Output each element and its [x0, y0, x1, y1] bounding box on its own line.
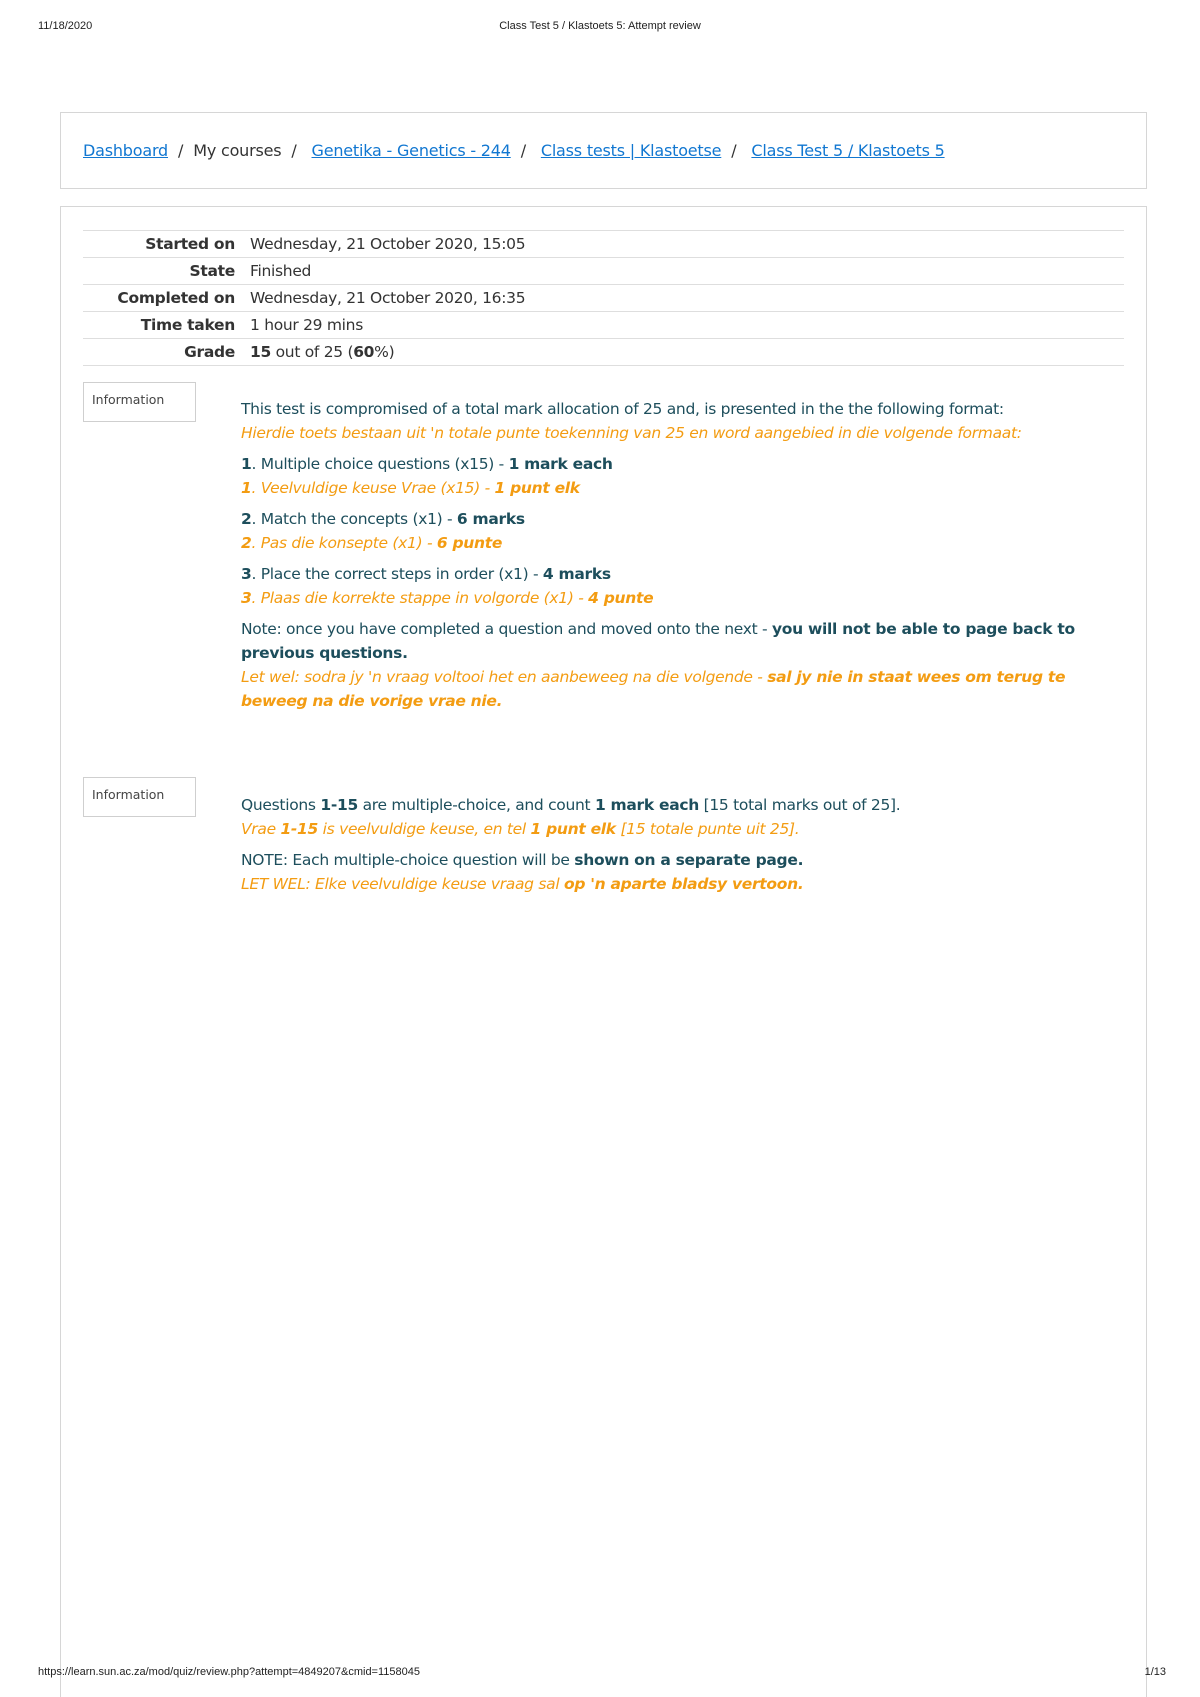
- print-date: 11/18/2020: [38, 20, 93, 32]
- information-content: [241, 793, 1121, 903]
- summary-row-state: [83, 258, 1124, 285]
- completed-on-label: Completed on: [117, 289, 235, 307]
- summary-row-completed: [83, 285, 1124, 312]
- summary-row-started: [83, 231, 1124, 258]
- attempt-summary-table: [83, 230, 1124, 366]
- note-text: NOTE: Each multiple-choice question will be: [241, 851, 575, 869]
- breadcrumb-separator: /: [520, 141, 526, 160]
- grade-end: %): [374, 343, 395, 361]
- item-marks: 1 punt elk: [494, 479, 580, 497]
- item-number: 1: [241, 479, 252, 497]
- item-text: . Pas die konsepte (x1) -: [251, 534, 437, 552]
- completed-on-value: Wednesday, 21 October 2020, 16:35: [250, 289, 526, 307]
- started-on-label: Started on: [145, 235, 235, 253]
- question-range: 1-15: [320, 796, 358, 814]
- summary-row-time: [83, 312, 1124, 339]
- breadcrumb-card: [60, 112, 1147, 189]
- text: are multiple-choice, and count: [357, 796, 595, 814]
- note-text: Note: once you have completed a question and moved onto the next -: [241, 620, 772, 638]
- grade-score: 15: [250, 343, 271, 361]
- item-marks: 4 marks: [542, 565, 611, 583]
- note-emphasis: shown on a separate page.: [574, 851, 804, 869]
- separate-page-note: [241, 848, 1121, 896]
- grade-percent: 60: [353, 343, 375, 361]
- item-marks: 4 punte: [588, 589, 654, 607]
- item-number: 3: [241, 589, 252, 607]
- breadcrumb-separator: /: [178, 141, 184, 160]
- grade-label: Grade: [184, 343, 235, 361]
- item-text: . Place the correct steps in order (x1) -: [251, 565, 543, 583]
- intro-english: This test is compromised of a total mark allocation of 25 and, is presented in the the following format:: [241, 400, 1004, 418]
- item-marks: 6 marks: [456, 510, 525, 528]
- information-content: [241, 397, 1121, 720]
- breadcrumb-separator: /: [731, 141, 737, 160]
- item-text: . Multiple choice questions (x15) -: [251, 455, 509, 473]
- print-header: [0, 20, 1200, 36]
- breadcrumb-quiz-link[interactable]: Class Test 5 / Klastoets 5: [751, 141, 945, 160]
- print-page-number: 1/13: [1144, 1666, 1166, 1678]
- state-label: State: [189, 262, 235, 280]
- breadcrumb-separator: /: [291, 141, 297, 160]
- time-taken-value: 1 hour 29 mins: [250, 316, 363, 334]
- item-marks: 1 mark each: [508, 455, 613, 473]
- text: [15 total marks out of 25].: [699, 796, 901, 814]
- item-text: . Veelvuldige keuse Vrae (x15) -: [251, 479, 495, 497]
- breadcrumb-section-link[interactable]: Class tests | Klastoetse: [540, 141, 722, 160]
- information-label: Information: [83, 777, 196, 817]
- text: Questions: [241, 796, 321, 814]
- breadcrumb-course-link[interactable]: Genetika - Genetics - 244: [311, 141, 511, 160]
- note-emphasis: sal jy nie in staat wees om terug te beweeg na die vorige vrae nie.: [241, 668, 1066, 710]
- print-title: Class Test 5 / Klastoets 5: Attempt review: [499, 20, 701, 32]
- questions-description: [241, 793, 1121, 841]
- item-number: 2: [241, 534, 252, 552]
- format-item-1: [241, 452, 1121, 500]
- item-number: 1: [241, 455, 252, 473]
- grade-value: [250, 339, 1124, 366]
- format-item-2: [241, 507, 1121, 555]
- breadcrumb-dashboard-link[interactable]: Dashboard: [83, 141, 169, 160]
- summary-row-grade: [83, 339, 1124, 366]
- item-number: 2: [241, 510, 252, 528]
- breadcrumb-my-courses: My courses: [193, 141, 282, 160]
- time-taken-label: Time taken: [140, 316, 235, 334]
- text: is veelvuldige keuse, en tel: [318, 820, 531, 838]
- intro-afrikaans: Hierdie toets bestaan uit 'n totale punte toekenning van 25 en word aangebied in die volgende formaat:: [241, 424, 1022, 442]
- note-text: Let wel: sodra jy 'n vraag voltooi het en aanbeweeg na die volgende -: [241, 668, 768, 686]
- print-footer: [0, 1666, 1200, 1682]
- print-url: https://learn.sun.ac.za/mod/quiz/review.php?attempt=4849207&cmid=1158045: [38, 1666, 420, 1678]
- item-text: . Match the concepts (x1) -: [251, 510, 457, 528]
- text: [15 totale punte uit 25].: [615, 820, 800, 838]
- marks: 1 punt elk: [530, 820, 616, 838]
- marks: 1 mark each: [594, 796, 699, 814]
- grade-mid: out of 25 (: [270, 343, 354, 361]
- note-text: LET WEL: Elke veelvuldige keuse vraag sal: [241, 875, 564, 893]
- item-marks: 6 punte: [436, 534, 503, 552]
- navigation-note: [241, 617, 1121, 713]
- item-number: 3: [241, 565, 252, 583]
- note-emphasis: op 'n aparte bladsy vertoon.: [563, 875, 804, 893]
- state-value: Finished: [250, 262, 312, 280]
- text: Vrae: [241, 820, 281, 838]
- format-item-3: [241, 562, 1121, 610]
- attempt-review-card: [60, 206, 1147, 1697]
- note-emphasis: you will not be able to page back to previous questions.: [241, 620, 1075, 662]
- question-range: 1-15: [280, 820, 319, 838]
- started-on-value: Wednesday, 21 October 2020, 15:05: [250, 235, 526, 253]
- breadcrumb: [83, 141, 945, 160]
- item-text: . Plaas die korrekte stappe in volgorde (x1) -: [251, 589, 589, 607]
- information-label: Information: [83, 382, 196, 422]
